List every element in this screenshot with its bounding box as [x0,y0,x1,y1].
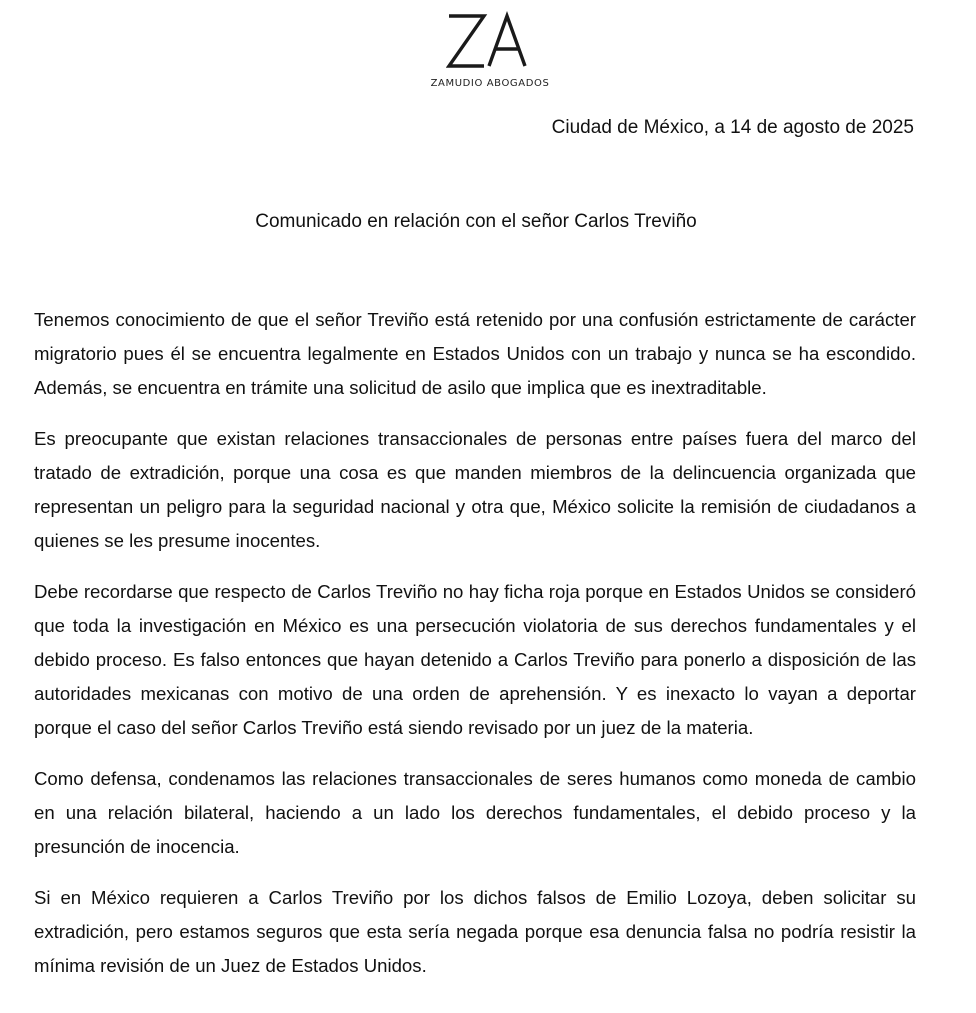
paragraph: Si en México requieren a Carlos Treviño por los dichos falsos de Emilio Lozoya, deben solicitar su extradición, pero estamos seguros que esta sería negada porque esa denuncia falsa no podría resistir la mínima revisión de un Juez de Estados Unidos. [34,887,916,976]
body-text [34,303,916,1000]
firm-name: ZAMUDIO ABOGADOS [430,78,550,89]
paragraph: Como defensa, condenamos las relaciones transaccionales de seres humanos como moneda de cambio en una relación bilateral, haciendo a un lado los derechos fundamentales, el debido proceso y la presunción de inocencia. [34,768,916,857]
paragraph: Tenemos conocimiento de que el señor Treviño está retenido por una confusión estrictamente de carácter migratorio pues él se encuentra legalmente en Estados Unidos con un trabajo y nunca se ha escondido. Además, se encuentra en trámite una solicitud de asilo que implica que es inextraditable. [34,309,916,398]
paragraph: Es preocupante que existan relaciones transaccionales de personas entre países fuera del marco del tratado de extradición, porque una cosa es que manden miembros de la delincuencia organizada que representan un peligro para la seguridad nacional y otra que, México solicite la remisión de ciudadanos a quienes se les presume inocentes. [34,428,916,551]
document-title: Comunicado en relación con el señor Carlos Treviño [255,211,697,232]
za-logo [446,10,530,72]
date-line: Ciudad de México, a 14 de agosto de 2025 [551,117,914,138]
paragraph: Debe recordarse que respecto de Carlos Treviño no hay ficha roja porque en Estados Unidos se consideró que toda la investigación en México es una persecución violatoria de sus derechos fundamentales y el debido proceso. Es falso entonces que hayan detenido a Carlos Treviño para ponerlo a disposición de las autoridades mexicanas con motivo de una orden de aprehensión. Y es inexacto lo vayan a deportar porque el caso del señor Carlos Treviño está siendo revisado por un juez de la materia. [34,581,916,738]
letterhead [0,10,976,89]
